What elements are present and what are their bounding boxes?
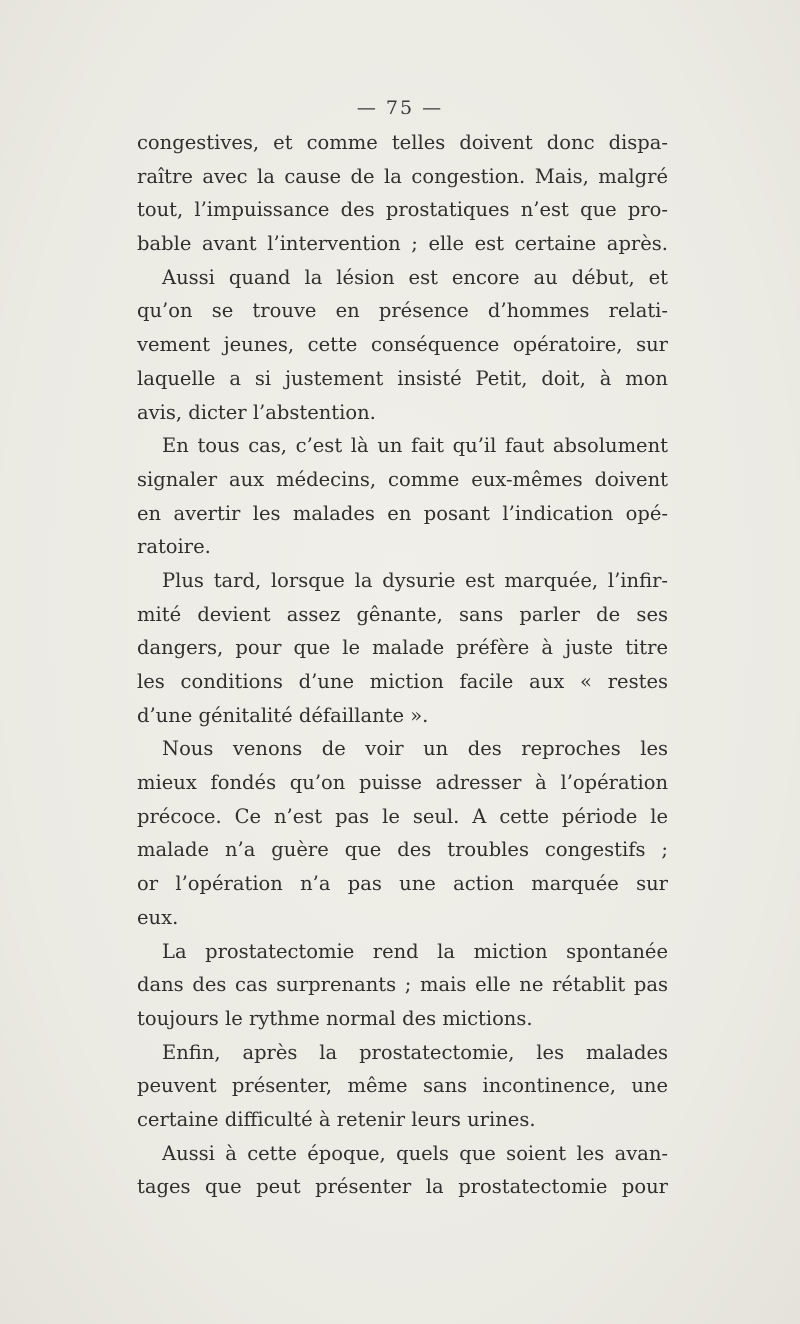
text-line: certaine difficulté à retenir leurs urines. — [137, 1107, 536, 1131]
text-line: malade n’a guère que des troubles congestifs ; — [137, 838, 668, 862]
text-line: ratoire. — [137, 535, 211, 559]
text-line: avis, dicter l’abstention. — [137, 400, 376, 424]
text-line: eux. — [137, 905, 179, 929]
text-line: Aussi à cette époque, quels que soient les avan- — [162, 1141, 668, 1165]
text-line: Aussi quand la lésion est encore au début, et — [162, 265, 668, 289]
text-line: En tous cas, c’est là un fait qu’il faut absolument — [162, 434, 668, 458]
text-line: laquelle a si justement insisté Petit, doit, à mon — [137, 366, 668, 390]
text-line: Plus tard, lorsque la dysurie est marquée, l’infir- — [162, 568, 668, 592]
text-line: signaler aux médecins, comme eux-mêmes doivent — [137, 467, 668, 491]
text-line: dans des cas surprenants ; mais elle ne rétablit pas — [137, 973, 668, 997]
text-line: qu’on se trouve en présence d’hommes relati- — [137, 299, 668, 323]
text-line: d’une génitalité défaillante ». — [137, 703, 429, 727]
text-line: or l’opération n’a pas une action marquée sur — [137, 872, 668, 896]
text-line: tages que peut présenter la prostatectomie pour — [137, 1175, 668, 1199]
text-line: Enfin, après la prostatectomie, les malades — [162, 1040, 668, 1064]
text-line: Nous venons de voir un des reproches les — [162, 737, 668, 761]
text-line: mieux fondés qu’on puisse adresser à l’opération — [137, 771, 668, 795]
text-line: tout, l’impuissance des prostatiques n’est que pro- — [137, 198, 668, 222]
text-line: bable avant l’intervention ; elle est certaine après. — [137, 232, 668, 256]
page-number: — 75 — — [356, 97, 444, 119]
text-line: en avertir les malades en posant l’indication opé- — [137, 501, 668, 525]
text-line: La prostatectomie rend la miction spontanée — [162, 939, 668, 963]
text-line: peuvent présenter, même sans incontinence, une — [137, 1074, 668, 1098]
text-line: dangers, pour que le malade préfère à juste titre — [137, 636, 668, 660]
text-line: raître avec la cause de la congestion. Mais, malgré — [137, 164, 668, 188]
text-line: vement jeunes, cette conséquence opératoire, sur — [137, 333, 668, 357]
text-line: toujours le rythme normal des mictions. — [137, 1006, 533, 1030]
text-line: congestives, et comme telles doivent donc dispa- — [137, 131, 668, 154]
text-line: précoce. Ce n’est pas le seul. A cette période le — [137, 804, 668, 828]
text-line: mité devient assez gênante, sans parler de ses — [137, 602, 668, 626]
body-text — [137, 126, 668, 1204]
text-line: les conditions d’une miction facile aux « restes — [137, 670, 668, 693]
